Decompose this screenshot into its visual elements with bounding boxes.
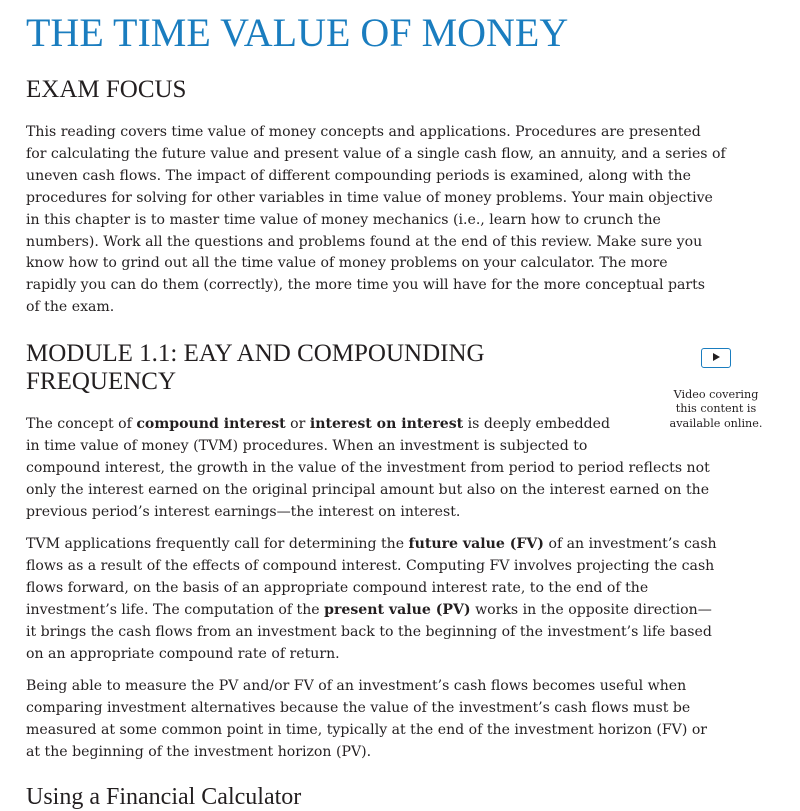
text-line: compound interest, the growth in the value of the investment from period to period reflects not: [26, 459, 710, 476]
term-present-value: present value (PV): [324, 601, 471, 618]
term-compound-interest: compound interest: [136, 416, 286, 432]
video-play-icon[interactable]: [701, 348, 731, 368]
text-line: This reading covers time value of money concepts and applications. Procedures are presented: [26, 124, 701, 140]
compound-interest-paragraph: [26, 414, 771, 524]
text-line: comparing investment alternatives because the value of the investment’s cash flows must be: [26, 699, 691, 716]
video-caption-line: this content is: [675, 402, 757, 416]
module-heading-line-1: MODULE 1.1: EAY AND COMPOUNDING: [26, 340, 485, 367]
text-line: in time value of money (TVM) procedures. When an investment is subjected to: [26, 437, 588, 454]
video-caption-line: available online.: [669, 416, 763, 430]
text-line: numbers). Work all the questions and problems found at the end of this review. Make sure you: [26, 233, 703, 250]
text-line: measured at some common point in time, typically at the end of the investment horizon (FV) or: [26, 721, 708, 738]
text-line: know how to grind out all the time value of money problems on your calculator. The more: [26, 255, 668, 272]
term-future-value: future value (FV): [408, 536, 544, 552]
text-line: of the exam.: [26, 299, 115, 316]
text-line: it brings the cash flows from an investment back to the beginning of the investment’s life based: [26, 623, 712, 640]
chapter-title: THE TIME VALUE OF MONEY: [26, 10, 569, 55]
term-interest-on-interest: interest on interest: [309, 416, 464, 432]
text-line: uneven cash flows. The impact of different compounding periods is examined, along with the: [26, 167, 691, 184]
text-line: at the beginning of the investment horizon (PV).: [26, 743, 372, 760]
text-line: Being able to measure the PV and/or FV of an investment’s cash flows becomes useful when: [26, 678, 687, 694]
future-value-paragraph: [26, 534, 771, 665]
module-heading-line-2: FREQUENCY: [26, 368, 177, 395]
text-line: flows forward, on the basis of an appropriate compound interest rate, to the end of the: [26, 579, 649, 596]
exam-focus-heading: EXAM FOCUS: [26, 76, 187, 103]
text-line: rapidly you can do them (correctly), the more time you will have for the more conceptual parts: [26, 277, 706, 294]
text-line: in this chapter is to master time value of money mechanics (i.e., learn how to crunch the: [26, 211, 661, 228]
text-line: procedures for solving for other variables in time value of money problems. Your main objective: [26, 189, 713, 206]
text-line: on an appropriate compound rate of return.: [26, 645, 340, 662]
text-line: The concept of compound interest or interest on interest is deeply embedded: [26, 416, 611, 432]
text-line: flows as a result of the effects of compound interest. Computing FV involves projecting the cash: [26, 557, 715, 574]
text-line: previous period’s interest earnings—the interest on interest.: [26, 503, 461, 520]
pv-fv-paragraph: [26, 676, 771, 764]
text-line: only the interest earned on the original principal amount but also on the interest earned on the: [26, 481, 710, 498]
exam-focus-paragraph: [26, 122, 771, 319]
text-line: TVM applications frequently call for determining the future value (FV) of an investment’s cash: [26, 536, 717, 552]
text-line: for calculating the future value and present value of a single cash flow, an annuity, and a series of: [26, 145, 726, 162]
video-caption-line: Video covering: [673, 388, 759, 401]
financial-calculator-heading: Using a Financial Calculator: [26, 784, 302, 810]
text-line: investment’s life. The computation of the present value (PV) works in the opposite direction—: [26, 601, 712, 618]
